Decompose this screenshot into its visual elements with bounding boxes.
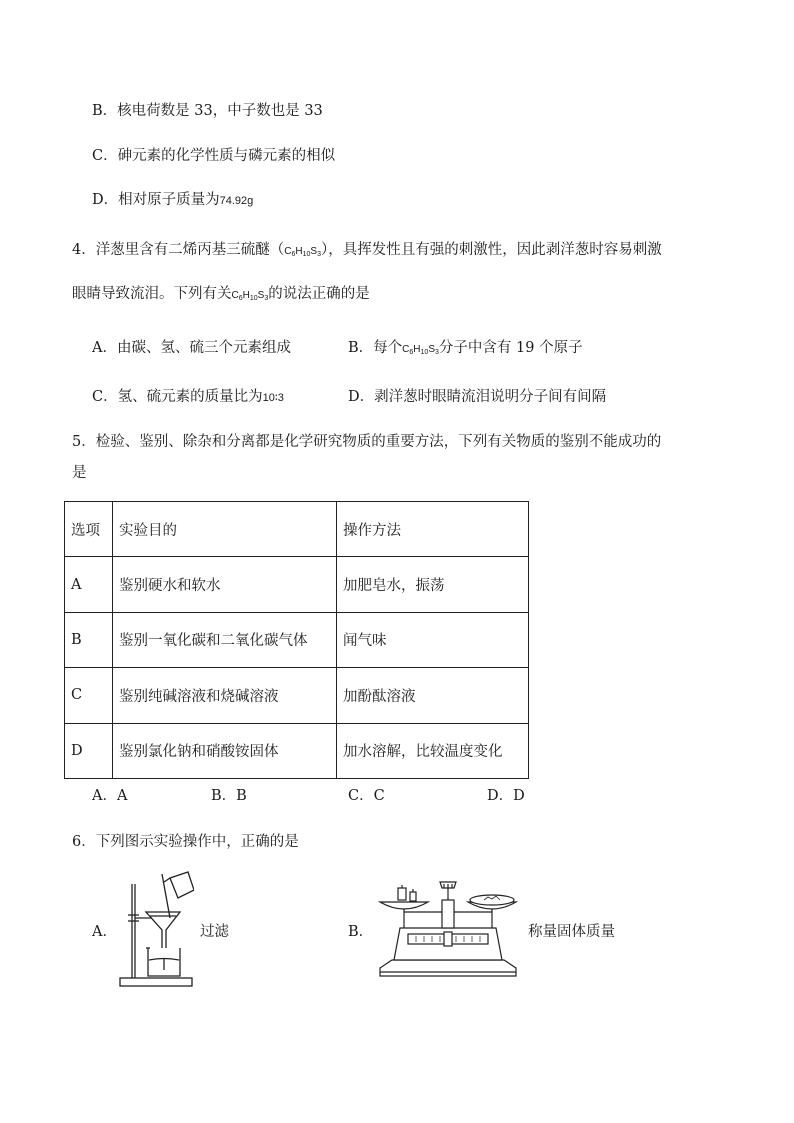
table-row xyxy=(65,723,529,778)
table-row xyxy=(65,557,529,612)
q4-option-d: D．剥洋葱时眼睛流泪说明分子间有间隔 xyxy=(348,389,607,405)
formula-c: C xyxy=(231,290,239,301)
table-row xyxy=(65,668,529,723)
q4-stem-line1 xyxy=(72,240,662,265)
q5-table xyxy=(64,501,529,779)
table-cell: A xyxy=(65,557,113,612)
balance-scale-icon xyxy=(374,872,522,984)
table-cell: C xyxy=(65,668,113,723)
q3-option-d-value: 74.92g xyxy=(219,195,254,207)
formula-s: S xyxy=(310,246,318,257)
formula-h-sub: 10 xyxy=(249,295,258,302)
table-header-cell: 操作方法 xyxy=(337,502,529,557)
q4-option-c xyxy=(92,387,284,408)
q5-option-d: D．D xyxy=(487,788,525,804)
formula-c-sub: 6 xyxy=(409,349,414,356)
table-header-cell: 选项 xyxy=(65,502,113,557)
table-cell: 加肥皂水，振荡 xyxy=(337,557,529,612)
formula-c-sub: 6 xyxy=(238,295,243,302)
q4-stem-part3: 眼睛导致流泪。下列有关 xyxy=(72,286,232,302)
formula-s-sub: 3 xyxy=(435,349,439,356)
q4-stem-part1: 4．洋葱里含有二烯丙基三硫醚（ xyxy=(72,242,285,258)
q3-option-c: C．砷元素的化学性质与磷元素的相似 xyxy=(92,148,336,164)
q4-option-c-text: C．氢、硫元素的质量比为 xyxy=(92,389,263,405)
q4-option-b-part1: B．每个 xyxy=(348,340,403,356)
q3-option-d-text: D．相对原子质量为 xyxy=(92,192,220,208)
q4-stem-part2: ），具挥发性且有强的刺激性，因此剥洋葱时容易刺激 xyxy=(320,242,662,258)
q6-option-b-label: B． xyxy=(348,924,374,940)
q5-option-b: B．B xyxy=(211,788,247,804)
formula-h-sub: 10 xyxy=(420,349,429,356)
q4-formula xyxy=(284,246,321,257)
formula-s-sub: 3 xyxy=(317,251,321,258)
formula-h: H xyxy=(295,246,303,257)
q5-stem-line2: 是 xyxy=(72,465,87,481)
formula-c-sub: 6 xyxy=(291,251,296,258)
table-cell: 鉴别纯碱溶液和烧碱溶液 xyxy=(113,668,337,723)
table-cell: 闻气味 xyxy=(337,612,529,667)
q6-option-b-caption: 称量固体质量 xyxy=(528,924,615,940)
q4-option-c-ratio: 10∶3 xyxy=(262,392,284,404)
table-cell: B xyxy=(65,612,113,667)
q4-formula-3 xyxy=(402,344,439,355)
q4-stem-line2 xyxy=(72,284,370,309)
filtration-apparatus-icon xyxy=(118,868,194,990)
table-cell: 鉴别一氧化碳和二氧化碳气体 xyxy=(113,612,337,667)
formula-c: C xyxy=(402,344,410,355)
table-cell: 鉴别氯化钠和硝酸铵固体 xyxy=(113,723,337,778)
q3-option-d xyxy=(92,190,253,211)
formula-c: C xyxy=(284,246,292,257)
formula-h: H xyxy=(413,344,421,355)
q4-option-a: A．由碳、氢、硫三个元素组成 xyxy=(92,340,291,356)
table-cell: 鉴别硬水和软水 xyxy=(113,557,337,612)
table-cell: D xyxy=(65,723,113,778)
table-header-cell: 实验目的 xyxy=(113,502,337,557)
q5-option-c: C．C xyxy=(348,788,385,804)
table-cell: 加水溶解，比较温度变化 xyxy=(337,723,529,778)
q4-stem-part4: 的说法正确的是 xyxy=(268,286,370,302)
q4-option-b-part2: 分子中含有 19 个原子 xyxy=(438,340,583,356)
q5-option-a: A．A xyxy=(92,788,128,804)
q5-stem-line1: 5．检验、鉴别、除杂和分离都是化学研究物质的重要方法，下列有关物质的鉴别不能成功的 xyxy=(72,434,662,450)
formula-s-sub: 3 xyxy=(264,295,269,302)
q4-formula-2 xyxy=(232,290,269,301)
formula-s: S xyxy=(428,344,435,355)
formula-h: H xyxy=(242,290,250,301)
table-row xyxy=(65,612,529,667)
q6-option-a-label: A． xyxy=(92,924,117,940)
formula-h-sub: 10 xyxy=(302,251,311,258)
q3-option-b: B．核电荷数是 33，中子数也是 33 xyxy=(92,103,323,119)
formula-s: S xyxy=(257,290,265,301)
table-cell: 加酚酞溶液 xyxy=(337,668,529,723)
q6-stem: 6．下列图示实验操作中，正确的是 xyxy=(72,834,299,850)
q4-option-b xyxy=(348,338,583,363)
table-header-row xyxy=(65,502,529,557)
q6-option-a-caption: 过滤 xyxy=(200,924,229,940)
